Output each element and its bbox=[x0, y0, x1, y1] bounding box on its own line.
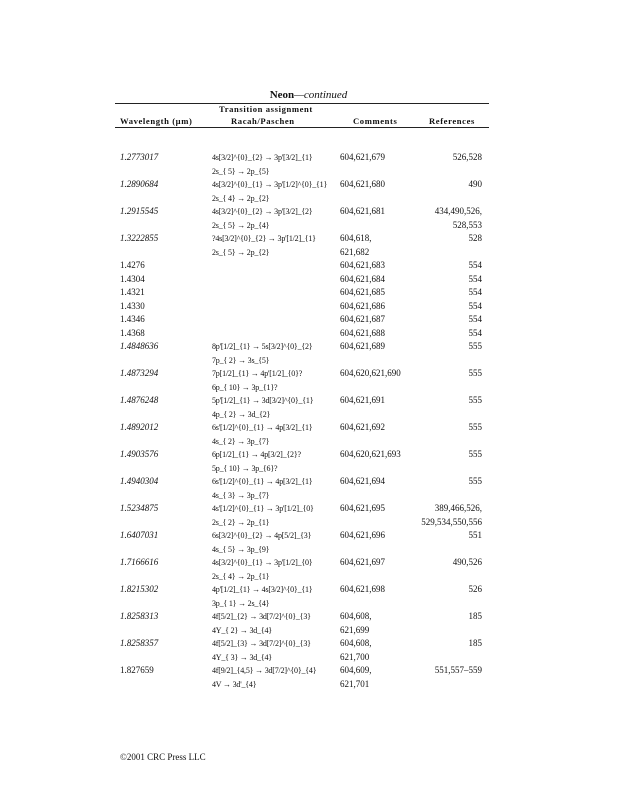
references-cell: 551 bbox=[468, 530, 482, 540]
racah-transition-cell: 4f[9/2]_{4,5} → 3d[7/2]^{0}_{4} bbox=[212, 666, 317, 675]
references-cell: 528,553 bbox=[452, 219, 482, 230]
wavelength-cell: 1.2773017 bbox=[120, 152, 159, 162]
table-row bbox=[0, 300, 617, 314]
wavelength-cell: 1.4346 bbox=[120, 314, 145, 324]
header-comments: Comments bbox=[353, 116, 398, 126]
references-cell: 555 bbox=[468, 449, 482, 459]
table-title bbox=[0, 89, 617, 101]
paschen-transition-cell: 4s_{ 2} → 3p_{7} bbox=[212, 436, 270, 446]
comments-cell: 604,621,685 bbox=[340, 287, 385, 297]
racah-transition-cell: 5p'[1/2]_{1} → 3d[3/2]^{0}_{1} bbox=[212, 396, 314, 405]
wavelength-cell: 1.4940304 bbox=[120, 476, 159, 486]
wavelength-cell: 1.4321 bbox=[120, 287, 145, 297]
table-row-continuation bbox=[0, 624, 617, 638]
racah-transition-cell: 4s[3/2]^{0}_{2} → 3p'[3/2]_{1} bbox=[212, 153, 313, 162]
racah-transition-cell: 4s'[1/2]^{0}_{1} → 3p'[1/2]_{0} bbox=[212, 504, 314, 513]
wavelength-cell: 1.6407031 bbox=[120, 530, 159, 540]
paschen-transition-cell: 4s_{ 3} → 3p_{7} bbox=[212, 490, 270, 500]
comments-cell: 604,621,681 bbox=[340, 206, 385, 216]
wavelength-cell: 1.2915545 bbox=[120, 206, 159, 216]
racah-transition-cell: 6p[1/2]_{1} → 4p[3/2]_{2}? bbox=[212, 450, 301, 459]
header-wavelength: Wavelength (µm) bbox=[120, 116, 193, 126]
table-row-continuation bbox=[0, 165, 617, 179]
comments-cell: 621,701 bbox=[340, 678, 370, 689]
references-cell: 490 bbox=[468, 179, 482, 189]
racah-transition-cell: 6s'[1/2]^{0}_{1} → 4p[3/2]_{1} bbox=[212, 423, 313, 432]
table-row bbox=[0, 259, 617, 273]
table-row-continuation bbox=[0, 246, 617, 260]
table-row bbox=[0, 421, 617, 435]
references-cell: 526 bbox=[468, 584, 482, 594]
references-cell: 528 bbox=[468, 233, 482, 243]
comments-cell: 604,621,684 bbox=[340, 273, 385, 284]
copyright-footer: ©2001 CRC Press LLC bbox=[120, 752, 206, 762]
comments-cell: 604,621,696 bbox=[340, 530, 385, 540]
references-cell: 554 bbox=[468, 287, 482, 297]
comments-cell: 604,621,679 bbox=[340, 152, 385, 162]
paschen-transition-cell: 2s_{ 2} → 2p_{1} bbox=[212, 517, 270, 527]
wavelength-cell: 1.4848636 bbox=[120, 341, 159, 351]
references-cell: 554 bbox=[468, 273, 482, 284]
header-rule bbox=[115, 127, 489, 128]
comments-cell: 604,621,691 bbox=[340, 395, 385, 405]
comments-cell: 604,620,621,690 bbox=[340, 368, 401, 378]
paschen-transition-cell: 4Y_{ 2} → 3d_{4} bbox=[212, 625, 272, 635]
comments-cell: 604,621,695 bbox=[340, 503, 385, 513]
racah-transition-cell: 7p[1/2]_{1} → 4p'[1/2]_{0}? bbox=[212, 369, 303, 378]
table-row bbox=[0, 637, 617, 651]
racah-transition-cell: 4s[3/2]^{0}_{1} → 3p'[1/2]^{0}_{1} bbox=[212, 180, 328, 189]
paschen-transition-cell: 2s_{ 5} → 2p_{2} bbox=[212, 247, 270, 257]
wavelength-cell: 1.4903576 bbox=[120, 449, 159, 459]
table-row-continuation bbox=[0, 516, 617, 530]
racah-transition-cell: ?4s[3/2]^{0}_{2} → 3p'[1/2]_{1} bbox=[212, 234, 316, 243]
paschen-transition-cell: 2s_{ 5} → 2p_{4} bbox=[212, 220, 270, 230]
header-references: References bbox=[429, 116, 475, 126]
table-row-continuation bbox=[0, 219, 617, 233]
wavelength-cell: 1.4873294 bbox=[120, 368, 159, 378]
table-row bbox=[0, 529, 617, 543]
references-cell: 551,557–559 bbox=[434, 665, 482, 675]
comments-cell: 604,621,698 bbox=[340, 584, 385, 594]
references-cell: 526,528 bbox=[452, 152, 482, 162]
racah-transition-cell: 8p'[1/2]_{1} → 5s[3/2]^{0}_{2} bbox=[212, 342, 313, 351]
table-row-continuation bbox=[0, 462, 617, 476]
references-cell: 389,466,526, bbox=[434, 503, 482, 513]
references-cell: 555 bbox=[468, 476, 482, 486]
wavelength-cell: 1.4304 bbox=[120, 273, 145, 284]
racah-transition-cell: 4p'[1/2]_{1} → 4s[3/2]^{0}_{1} bbox=[212, 585, 313, 594]
paschen-transition-cell: 7p_{ 2} → 3s_{5} bbox=[212, 355, 270, 365]
wavelength-cell: 1.4876248 bbox=[120, 395, 159, 405]
wavelength-cell: 1.8258357 bbox=[120, 638, 159, 648]
table-row bbox=[0, 448, 617, 462]
racah-transition-cell: 6s[3/2]^{0}_{2} → 4p[5/2]_{3} bbox=[212, 531, 312, 540]
comments-cell: 604,621,683 bbox=[340, 260, 385, 270]
comments-cell: 604,608, bbox=[340, 638, 372, 648]
paschen-transition-cell: 4p_{ 2} → 3d_{2} bbox=[212, 409, 271, 419]
comments-cell: 604,621,686 bbox=[340, 300, 385, 311]
table-row bbox=[0, 394, 617, 408]
table-row-continuation bbox=[0, 354, 617, 368]
table-row bbox=[0, 367, 617, 381]
comments-cell: 621,700 bbox=[340, 651, 370, 662]
paschen-transition-cell: 4V → 3d'_{4} bbox=[212, 679, 257, 689]
wavelength-cell: 1.4892012 bbox=[120, 422, 159, 432]
wavelength-cell: 1.4330 bbox=[120, 300, 145, 311]
references-cell: 555 bbox=[468, 341, 482, 351]
wavelength-cell: 1.8215302 bbox=[120, 584, 159, 594]
table-row-continuation bbox=[0, 543, 617, 557]
table-row bbox=[0, 583, 617, 597]
table-title-suffix: —continued bbox=[294, 89, 348, 101]
comments-cell: 604,618, bbox=[340, 233, 372, 243]
comments-cell: 604,621,688 bbox=[340, 327, 385, 338]
table-title-element: Neon bbox=[269, 89, 295, 101]
comments-cell: 621,699 bbox=[340, 624, 370, 635]
table-row-continuation bbox=[0, 489, 617, 503]
comments-cell: 604,621,692 bbox=[340, 422, 385, 432]
comments-cell: 604,608, bbox=[340, 611, 372, 621]
wavelength-cell: 1.7166616 bbox=[120, 557, 159, 567]
racah-transition-cell: 4f[5/2]_{2} → 3d[7/2]^{0}_{3} bbox=[212, 612, 311, 621]
header-transition-top: Transition assignment bbox=[219, 104, 313, 114]
paschen-transition-cell: 2s_{ 5} → 2p_{5} bbox=[212, 166, 270, 176]
references-cell: 434,490,526, bbox=[434, 206, 482, 216]
wavelength-cell: 1.4276 bbox=[120, 260, 145, 270]
table-row bbox=[0, 502, 617, 516]
references-cell: 554 bbox=[468, 327, 482, 338]
wavelength-cell: 1.2890684 bbox=[120, 179, 159, 189]
references-cell: 529,534,550,556 bbox=[421, 516, 482, 527]
comments-cell: 604,621,697 bbox=[340, 557, 385, 567]
racah-transition-cell: 4s[3/2]^{0}_{2} → 3p'[3/2]_{2} bbox=[212, 207, 313, 216]
racah-transition-cell: 6s'[1/2]^{0}_{1} → 4p[3/2]_{1} bbox=[212, 477, 313, 486]
table-row bbox=[0, 151, 617, 165]
comments-cell: 621,682 bbox=[340, 246, 370, 257]
paschen-transition-cell: 2s_{ 4} → 2p_{1} bbox=[212, 571, 270, 581]
paschen-transition-cell: 6p_{ 10} → 3p_{1}? bbox=[212, 382, 278, 392]
comments-cell: 604,621,680 bbox=[340, 179, 385, 189]
racah-transition-cell: 4s[3/2]^{0}_{1} → 3p'[1/2]_{0} bbox=[212, 558, 313, 567]
wavelength-cell: 1.8258313 bbox=[120, 611, 159, 621]
references-cell: 555 bbox=[468, 422, 482, 432]
table-row bbox=[0, 664, 617, 678]
wavelength-cell: 1.5234875 bbox=[120, 503, 159, 513]
table-row-continuation bbox=[0, 597, 617, 611]
table-row-continuation bbox=[0, 192, 617, 206]
wavelength-cell: 1.3222855 bbox=[120, 233, 159, 243]
comments-cell: 604,621,687 bbox=[340, 314, 385, 324]
table-row bbox=[0, 273, 617, 287]
header-transition-bottom: Racah/Paschen bbox=[231, 116, 295, 126]
table-row bbox=[0, 556, 617, 570]
references-cell: 185 bbox=[468, 611, 482, 621]
racah-transition-cell: 4f[5/2]_{3} → 3d[7/2]^{0}_{3} bbox=[212, 639, 311, 648]
paschen-transition-cell: 4Y_{ 3} → 3d_{4} bbox=[212, 652, 272, 662]
references-cell: 185 bbox=[468, 638, 482, 648]
table-row bbox=[0, 313, 617, 327]
table-row bbox=[0, 286, 617, 300]
comments-cell: 604,609, bbox=[340, 665, 372, 675]
table-row-continuation bbox=[0, 408, 617, 422]
wavelength-cell: 1.4368 bbox=[120, 327, 145, 338]
table-row bbox=[0, 178, 617, 192]
table-row bbox=[0, 327, 617, 341]
table-row-continuation bbox=[0, 570, 617, 584]
comments-cell: 604,621,689 bbox=[340, 341, 385, 351]
comments-cell: 604,620,621,693 bbox=[340, 449, 401, 459]
table-body bbox=[0, 151, 617, 691]
table-row bbox=[0, 475, 617, 489]
wavelength-cell: 1.827659 bbox=[120, 665, 154, 675]
paschen-transition-cell: 3p_{ 1} → 2s_{4} bbox=[212, 598, 270, 608]
table-row-continuation bbox=[0, 678, 617, 692]
paschen-transition-cell: 5p_{ 10} → 3p_{6}? bbox=[212, 463, 278, 473]
references-cell: 555 bbox=[468, 395, 482, 405]
table-row-continuation bbox=[0, 651, 617, 665]
references-cell: 555 bbox=[468, 368, 482, 378]
table-row-continuation bbox=[0, 435, 617, 449]
paschen-transition-cell: 4s_{ 5} → 3p_{9} bbox=[212, 544, 270, 554]
table-row bbox=[0, 205, 617, 219]
references-cell: 490,526 bbox=[452, 557, 482, 567]
references-cell: 554 bbox=[468, 300, 482, 311]
references-cell: 554 bbox=[468, 260, 482, 270]
references-cell: 554 bbox=[468, 314, 482, 324]
table-row-continuation bbox=[0, 381, 617, 395]
paschen-transition-cell: 2s_{ 4} → 2p_{2} bbox=[212, 193, 270, 203]
table-row bbox=[0, 232, 617, 246]
comments-cell: 604,621,694 bbox=[340, 476, 385, 486]
table-row bbox=[0, 610, 617, 624]
table-row bbox=[0, 340, 617, 354]
